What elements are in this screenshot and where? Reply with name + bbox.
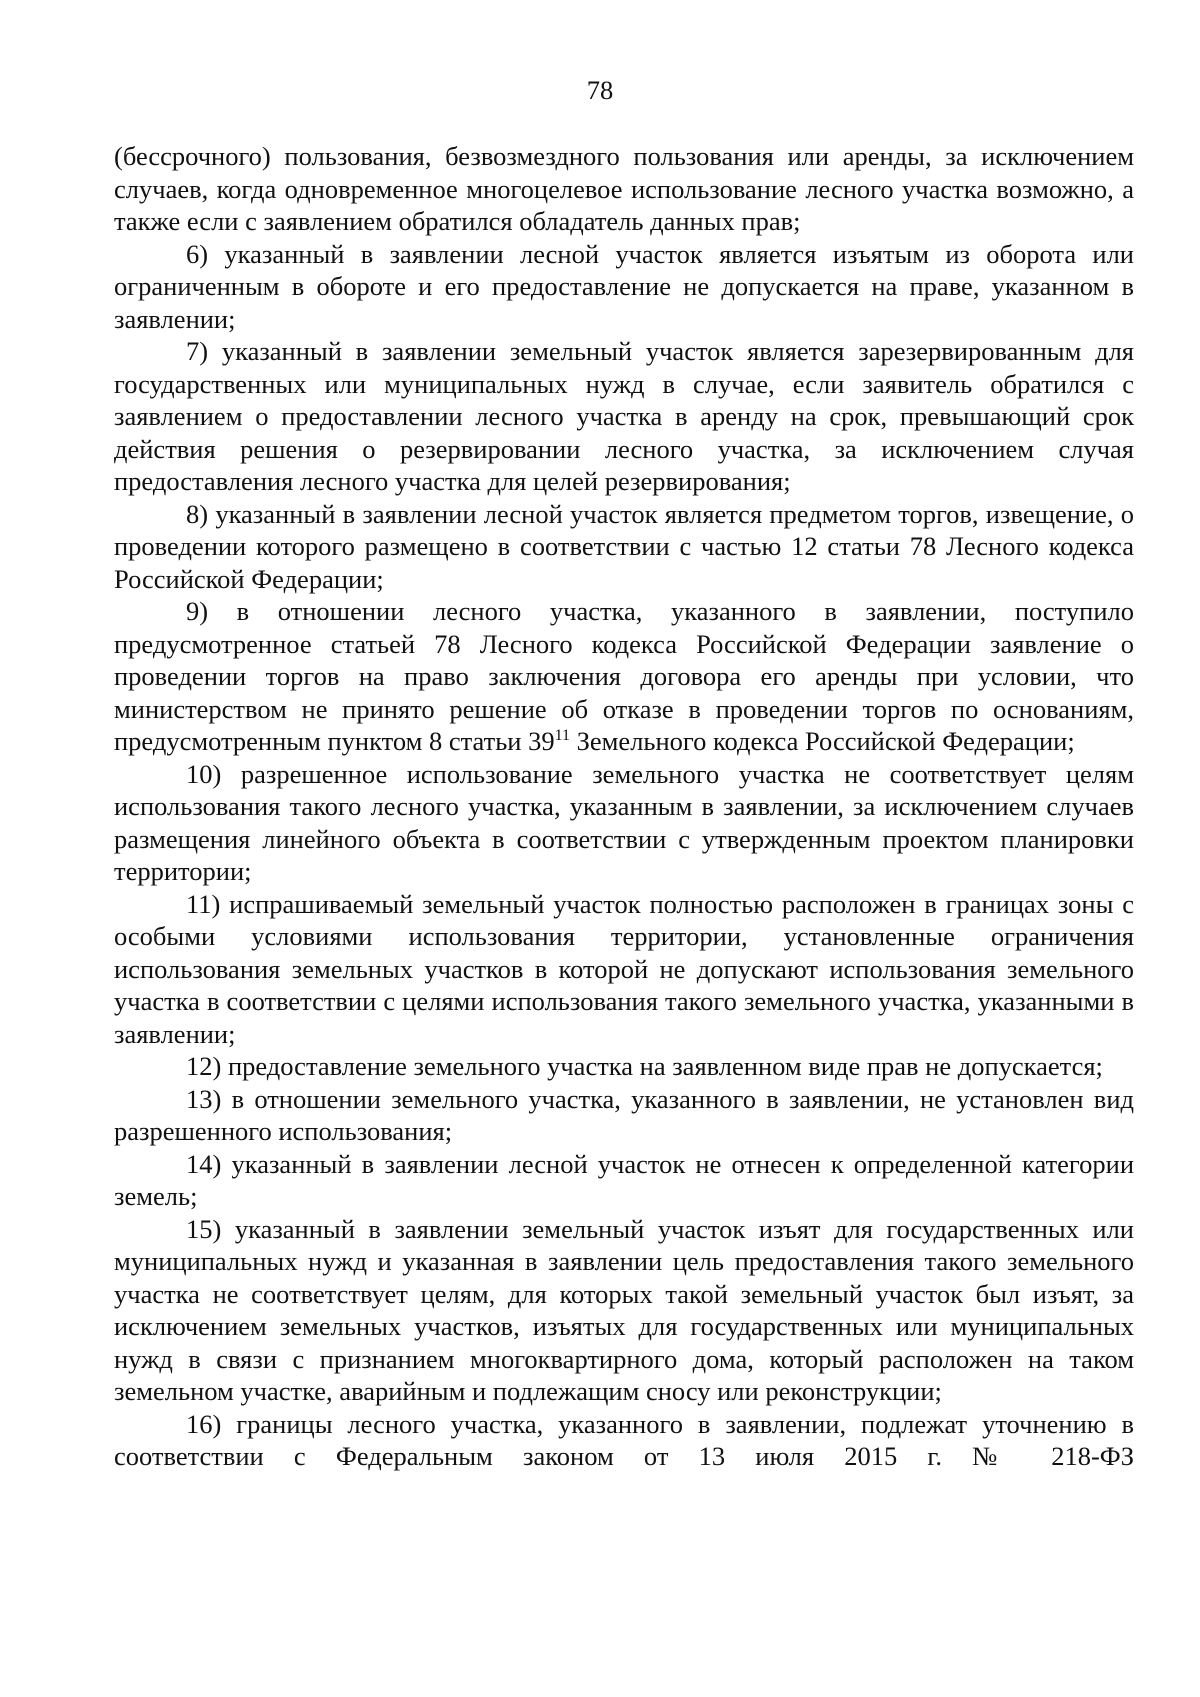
- paragraph-item-16: 16) границы лесного участка, указанного в заявлении, подлежат уточнению в соответствии с Федеральным законом от 13 июля 2015 г. № 218-ФЗ: [114, 1408, 1134, 1471]
- paragraph-item-14: 14) указанный в заявлении лесной участок не отнесен к определенной категории земель;: [114, 1148, 1134, 1211]
- paragraph-item-9-text-end: Земельного кодекса Российской Федерации;: [570, 726, 1075, 756]
- paragraph-item-6: 6) указанный в заявлении лесной участок является изъятым из оборота или ограниченным в обороте и его предоставление не допускается на праве, указанном в заявлении;: [114, 238, 1134, 334]
- paragraph-item-11: 11) испрашиваемый земельный участок полностью расположен в границах зоны с особыми условиями использования территории, установленные ограничения использования земельных участков в которой не допускают использования земельного участка в соответствии с целями использования такого земельного участка, указанными в заявлении;: [114, 888, 1134, 1049]
- paragraph-item-13: 13) в отношении земельного участка, указанного в заявлении, не установлен вид разрешенного использования;: [114, 1083, 1134, 1146]
- document-body: [114, 140, 1134, 1473]
- paragraph-item-9-text: 9) в отношении лесного участка, указанного в заявлении, поступило предусмотренное статьей 78 Лесного кодекса Российской Федерации заявление о проведении торгов на право заключения договора его аренды при условии, что министерством не принято решение об отказе в проведении торгов по основаниям, предусмотренным пунктом 8 статьи 39: [114, 596, 1134, 756]
- paragraph-item-9: [114, 595, 1134, 758]
- article-superscript: 11: [554, 727, 570, 744]
- paragraph-continuation: (бессрочного) пользования, безвозмездного пользования или аренды, за исключением случаев, когда одновременное многоцелевое использование лесного участка возможно, а также если с заявлением обратился обладатель данных прав;: [114, 141, 1134, 236]
- paragraph-item-12: 12) предоставление земельного участка на заявленном виде прав не допускается;: [186, 1051, 1103, 1081]
- paragraph-item-7: 7) указанный в заявлении земельный участок является зарезервированным для государственных или муниципальных нужд в случае, если заявитель обратился с заявлением о предоставлении лесного участка в аренду на срок, превышающий срок действия решения о резервировании лесного участка, за исключением случая предоставления лесного участка для целей резервирования;: [114, 336, 1134, 496]
- paragraph-item-8: 8) указанный в заявлении лесной участок является предметом торгов, извещение, о проведении которого размещено в соответствии с частью 12 статьи 78 Лесного кодекса Российской Федерации;: [114, 498, 1134, 594]
- page-number: 78: [586, 75, 614, 105]
- paragraph-item-15: 15) указанный в заявлении земельный участок изъят для государственных или муниципальных нужд и указанная в заявлении цель предоставления такого земельного участка не соответствует целям, для которых такой земельный участок был изъят, за исключением земельных участков, изъятых для государственных или муниципальных нужд в связи с признанием многоквартирного дома, который расположен на таком земельном участке, аварийным и подлежащим сносу или реконструкции;: [114, 1213, 1134, 1406]
- paragraph-item-10: 10) разрешенное использование земельного участка не соответствует целям использования такого лесного участка, указанным в заявлении, за исключением случаев размещения линейного объекта в соответствии с утвержденным проектом планировки территории;: [114, 758, 1134, 886]
